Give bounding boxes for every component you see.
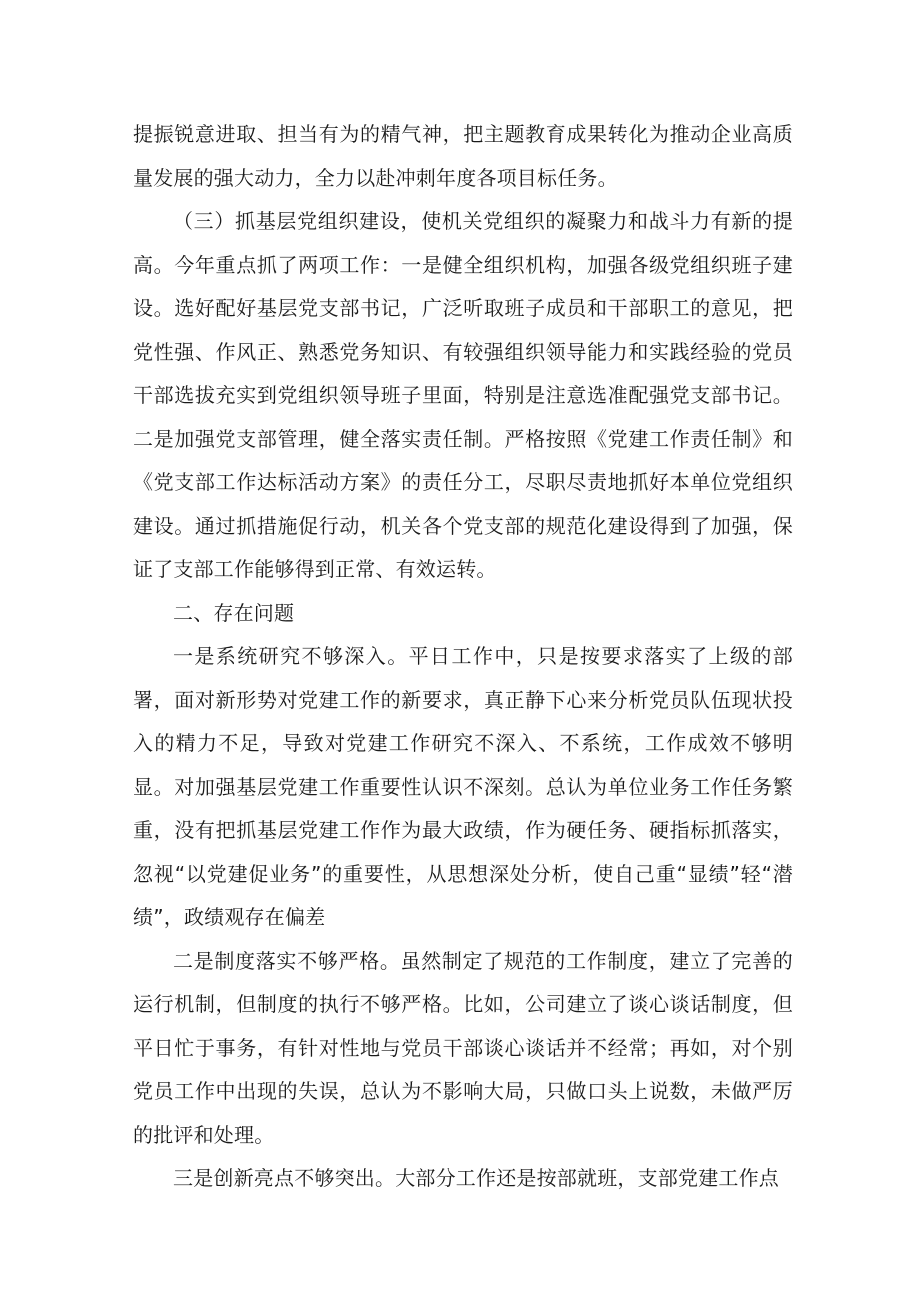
paragraph-section-three: （三）抓基层党组织建设，使机关党组织的凝聚力和战斗力有新的提高。今年重点抓了两项工作：一是健全组织机构，加强各级党组织班子建设。选好配好基层党支部书记，广泛听取班子成员和干部职工的意见，把党性强、作风正、熟悉党务知识、有较强组织领导能力和实践经验的党员干部选拔充实到党组织领导班子里面，特别是注意选准配强党支部书记。二是加强党支部管理，健全落实责任制。严格按照《党建工作责任制》和《党支部工作达标活动方案》的责任分工，尽职尽责地抓好本单位党组织建设。通过抓措施促行动，机关各个党支部的规范化建设得到了加强，保证了支部工作能够得到正常、有效运转。 xyxy=(133,209,793,581)
paragraph-continuation: 提振锐意进取、担当有为的精气神，把主题教育成果转化为推动企业高质量发展的强大动力，全力以赴冲刺年度各项目标任务。 xyxy=(133,122,793,190)
paragraph-problem-one: 一是系统研究不够深入。平日工作中，只是按要求落实了上级的部署，面对新形势对党建工作的新要求，真正静下心来分析党员队伍现状投入的精力不足，导致对党建工作研究不深入、不系统，工作成效不够明显。对加强基层党建工作重要性认识不深刻。总认为单位业务工作任务繁重，没有把抓基层党建工作作为最大政绩，作为硬任务、硬指标抓落实，忽视“以党建促业务”的重要性，从思想深处分析，使自己重“显绩”轻“潜绩”，政绩观存在偏差 xyxy=(133,644,793,929)
document-body xyxy=(133,113,793,1201)
paragraph-problem-three: 三是创新亮点不够突出。大部分工作还是按部就班，支部党建工作点 xyxy=(173,1166,779,1190)
paragraph-problem-two: 二是制度落实不够严格。虽然制定了规范的工作制度，建立了完善的运行机制，但制度的执行不够严格。比如，公司建立了谈心谈话制度，但平日忙于事务，有针对性地与党员干部谈心谈话并不经常；再如，对个别党员工作中出现的失误，总认为不影响大局，只做口头上说数，未做严厉的批评和处理。 xyxy=(133,948,793,1147)
section-heading-problems: 二、存在问题 xyxy=(173,600,295,625)
